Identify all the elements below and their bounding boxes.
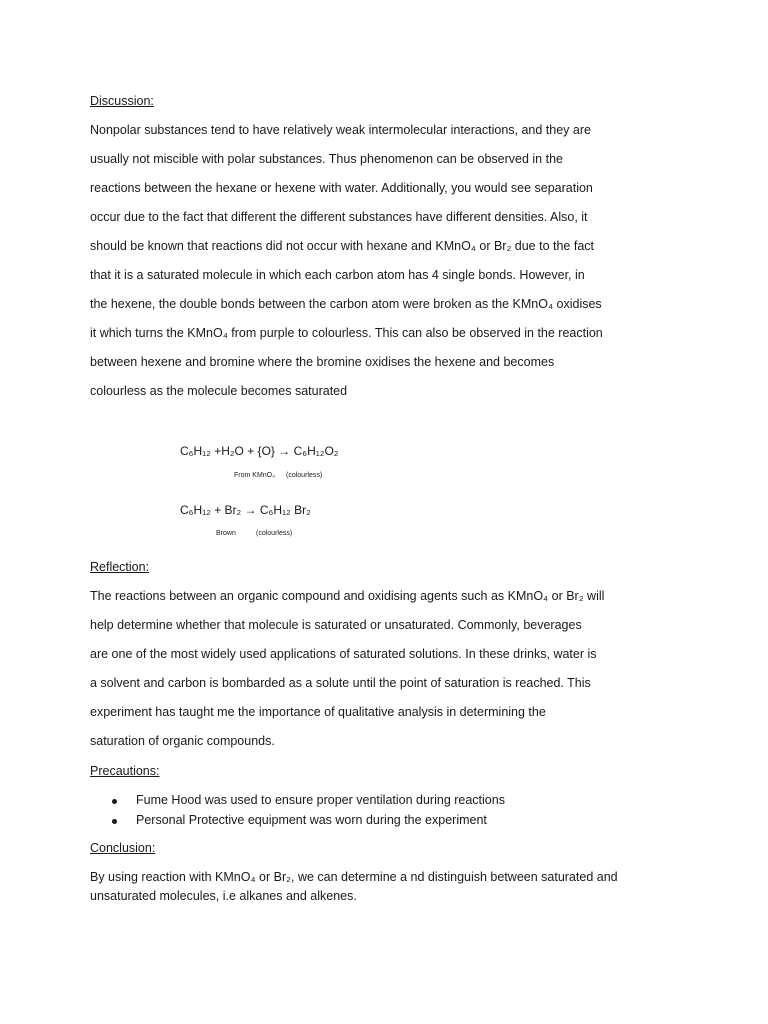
conclusion-line: unsaturated molecules, i.e alkanes and alkenes.: [90, 889, 357, 903]
reflection-line: a solvent and carbon is bombarded as a solute until the point of saturation is reached. This: [90, 676, 591, 690]
discussion-line: between hexene and bromine where the bromine oxidises the hexene and becomes: [90, 355, 555, 369]
discussion-line: the hexene, the double bonds between the carbon atom were broken as the KMnO₄ oxidises: [90, 297, 602, 311]
equation-note-from-kmno4: From KMnO₄: [234, 472, 275, 479]
discussion-heading: Discussion:: [90, 94, 154, 108]
discussion-line: occur due to the fact that different the different substances have different densities. Also, it: [90, 210, 588, 224]
discussion-line: should be known that reactions did not occur with hexane and KMnO₄ or Br₂ due to the fact: [90, 239, 594, 253]
discussion-line: Nonpolar substances tend to have relatively weak intermolecular interactions, and they are: [90, 123, 591, 137]
equation-note-brown: Brown: [216, 530, 236, 537]
discussion-line: reactions between the hexane or hexene with water. Additionally, you would see separation: [90, 181, 593, 195]
equation-hexene-bromine: C₆H₁₂ + Br₂ → C₆H₁₂ Br₂: [180, 503, 311, 517]
discussion-line: that it is a saturated molecule in which each carbon atom has 4 single bonds. However, in: [90, 268, 585, 282]
conclusion-line: By using reaction with KMnO₄ or Br₂, we can determine a nd distinguish between saturated and: [90, 870, 618, 884]
equation-hexene-kmno4: C₆H₁₂ +H₂O + {O} → C₆H₁₂O₂: [180, 444, 339, 458]
equation-note-colourless: (colourless): [286, 472, 323, 479]
conclusion-heading: Conclusion:: [90, 841, 156, 855]
discussion-line: colourless as the molecule becomes saturated: [90, 384, 348, 398]
reflection-heading: Reflection:: [90, 560, 150, 574]
reflection-line: experiment has taught me the importance of qualitative analysis in determining the: [90, 705, 546, 719]
bullet-icon: [112, 819, 117, 824]
precautions-heading: Precautions:: [90, 764, 160, 778]
reflection-line: help determine whether that molecule is saturated or unsaturated. Commonly, beverages: [90, 618, 582, 632]
reflection-line: are one of the most widely used applications of saturated solutions. In these drinks, water is: [90, 647, 597, 661]
discussion-line: it which turns the KMnO₄ from purple to colourless. This can also be observed in the reaction: [90, 326, 603, 340]
document-page: Discussion: Nonpolar substances tend to have relatively weak intermolecular interactions, and they are usually not miscible with polar substances. Thus phenomenon can be observed in the reactions between the hexane or hexene with water. Additionally, you would see separation occur due to the fact that different the different substances have different densities. Also, it should be known that reactions did not occur with hexane and KMnO₄ or Br₂ due to the fact that it is a saturated molecule in which each carbon atom has 4 single bonds. However, in the hexene, the double bonds between the carbon atom were broken as the KMnO₄ oxidises it which turns the KMnO₄ from purple to colourless. This can also be observed in the reaction between hexene and bromine where the bromine oxidises the hexene and becomes colourless as the molecule becomes saturated C₆H₁₂ +H₂O + {O} → C₆H₁₂O₂ From KMnO₄ (colourless) C₆H₁₂ + Br₂ → C₆H₁₂ Br₂ Brown (colourless) Reflection: The reactions between an organic compound and oxidising agents such as KMnO₄ or Br₂ will help determine whether that molecule is saturated or unsaturated. Commonly, beverages are one of the most widely used applications of saturated solutions. In these drinks, water is a solvent and carbon is bombarded as a solute until the point of saturation is reached. This experiment has taught me the importance of qualitative analysis in determining the saturation of organic compounds. Precautions: Fume Hood was used to ensure proper ventilation during reactions Personal Protective equipment was worn during the experiment Conclusion: By using reaction with KMnO₄ or Br₂, we can determine a nd distinguish between saturated and unsaturated molecules, i.e alkanes and alkenes.: [90, 94, 618, 903]
discussion-line: usually not miscible with polar substances. Thus phenomenon can be observed in the: [90, 152, 563, 166]
bullet-icon: [112, 799, 117, 804]
reflection-line: saturation of organic compounds.: [90, 734, 275, 748]
reflection-line: The reactions between an organic compound and oxidising agents such as KMnO₄ or Br₂ will: [90, 589, 605, 603]
equation-note-colourless: (colourless): [256, 530, 293, 537]
